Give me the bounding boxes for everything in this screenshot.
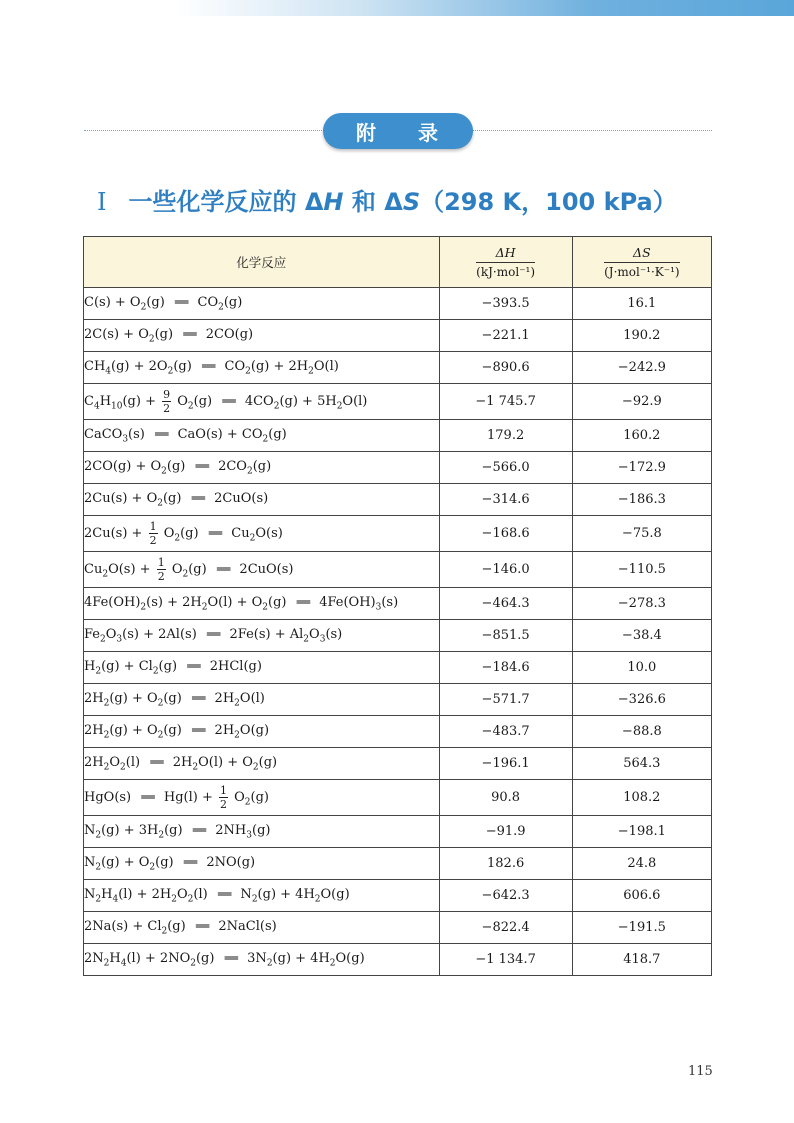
delta-s-cell: 190.2 xyxy=(572,320,711,352)
reaction-cell: $Cu_2O(s)$ + $\frac{1}{2}$ $O_2(g)$ ══ 2CuO(s) xyxy=(84,552,440,588)
table-row xyxy=(84,652,712,684)
delta-s-cell: −278.3 xyxy=(572,588,711,620)
delta-s-cell: −92.9 xyxy=(572,384,711,420)
delta-h-cell: −184.6 xyxy=(439,652,572,684)
delta-h-cell: −146.0 xyxy=(439,552,572,588)
reaction-cell: $2H_2O_2(l)$ ══ $2H_2O(l) + O_2(g)$ xyxy=(84,748,440,780)
table-row xyxy=(84,684,712,716)
reaction-cell: $2Cu(s) + O_2(g)$ ══ 2CuO(s) xyxy=(84,484,440,516)
delta-s-cell: −75.8 xyxy=(572,516,711,552)
reaction-cell: $4Fe(OH)_2(s) + 2H_2O(l) + O_2(g)$ ══ $4Fe(OH)_3(s)$ xyxy=(84,588,440,620)
appendix-heading-char-2: 录 xyxy=(418,120,440,145)
table-row xyxy=(84,484,712,516)
table-row xyxy=(84,780,712,816)
delta-s-cell: −198.1 xyxy=(572,816,711,848)
reaction-cell: 2Cu(s) + $\frac{1}{2}$ $O_2(g)$ ══ $Cu_2O(s)$ xyxy=(84,516,440,552)
delta-h-cell: −221.1 xyxy=(439,320,572,352)
table-row xyxy=(84,748,712,780)
delta-h-cell: −91.9 xyxy=(439,816,572,848)
reaction-cell: $2C(s) + O_2(g)$ ══ 2CO(g) xyxy=(84,320,440,352)
table-row xyxy=(84,516,712,552)
reaction-thermo-table xyxy=(83,236,712,976)
table-row xyxy=(84,816,712,848)
delta-h-cell: −890.6 xyxy=(439,352,572,384)
header-delta-s xyxy=(572,237,711,288)
reaction-cell: $N_2H_4(l) + 2H_2O_2(l)$ ══ $N_2(g) + 4H_2O(g)$ xyxy=(84,880,440,912)
delta-s-cell: −242.9 xyxy=(572,352,711,384)
appendix-heading-char-1: 附 xyxy=(356,120,378,145)
reaction-cell: $H_2(g) + Cl_2(g)$ ══ 2HCl(g) xyxy=(84,652,440,684)
header-delta-s-unit: (J·mol⁻¹·K⁻¹) xyxy=(604,265,680,279)
table-row xyxy=(84,944,712,976)
reaction-cell: $C(s) + O_2(g)$ ══ $CO_2(g)$ xyxy=(84,288,440,320)
delta-s-cell: 108.2 xyxy=(572,780,711,816)
header-delta-h-unit: (kJ·mol⁻¹) xyxy=(476,265,536,279)
delta-h-cell: −566.0 xyxy=(439,452,572,484)
delta-s-cell: −110.5 xyxy=(572,552,711,588)
delta-h-cell: 90.8 xyxy=(439,780,572,816)
table-row xyxy=(84,320,712,352)
section-numeral: Ⅰ xyxy=(97,188,107,216)
reaction-cell: $Fe_2O_3(s) + 2Al(s)$ ══ $2Fe(s) + Al_2O_3(s)$ xyxy=(84,620,440,652)
delta-h-cell: 179.2 xyxy=(439,420,572,452)
delta-h-cell: 182.6 xyxy=(439,848,572,880)
delta-s-cell: −38.4 xyxy=(572,620,711,652)
table-row xyxy=(84,588,712,620)
delta-s-cell: 160.2 xyxy=(572,420,711,452)
header-delta-h-symbol: ΔH xyxy=(476,245,535,263)
reaction-cell: $N_2(g) + O_2(g)$ ══ 2NO(g) xyxy=(84,848,440,880)
table-row xyxy=(84,848,712,880)
top-decorative-bar xyxy=(0,0,794,16)
section-title-h: H xyxy=(323,188,344,216)
section-title-part-3: 和 Δ xyxy=(343,188,403,216)
header-delta-h xyxy=(439,237,572,288)
reaction-cell: $2N_2H_4(l) + 2NO_2(g)$ ══ $3N_2(g) + 4H_2O(g)$ xyxy=(84,944,440,976)
reaction-cell: $2H_2(g) + O_2(g)$ ══ $2H_2O(g)$ xyxy=(84,716,440,748)
delta-s-cell: −88.8 xyxy=(572,716,711,748)
delta-h-cell: −1 134.7 xyxy=(439,944,572,976)
reaction-cell: $CH_4(g) + 2O_2(g)$ ══ $CO_2(g) + 2H_2O(l)$ xyxy=(84,352,440,384)
delta-s-cell: 418.7 xyxy=(572,944,711,976)
appendix-divider-right xyxy=(472,130,712,131)
appendix-heading xyxy=(323,113,473,149)
reaction-cell: $C_4H_{10}(g)$ + $\frac{9}{2}$ $O_2(g)$ ══ $4CO_2(g) + 5H_2O(l)$ xyxy=(84,384,440,420)
table-row xyxy=(84,420,712,452)
delta-h-cell: −483.7 xyxy=(439,716,572,748)
table-row xyxy=(84,288,712,320)
delta-h-cell: −168.6 xyxy=(439,516,572,552)
delta-s-cell: 24.8 xyxy=(572,848,711,880)
delta-s-cell: 564.3 xyxy=(572,748,711,780)
section-title-s: S xyxy=(402,188,421,216)
delta-s-cell: −186.3 xyxy=(572,484,711,516)
table-body xyxy=(84,288,712,976)
table-row xyxy=(84,384,712,420)
delta-s-cell: 10.0 xyxy=(572,652,711,684)
delta-h-cell: −393.5 xyxy=(439,288,572,320)
delta-h-cell: −571.7 xyxy=(439,684,572,716)
table-row xyxy=(84,352,712,384)
delta-h-cell: −314.6 xyxy=(439,484,572,516)
header-delta-s-symbol: ΔS xyxy=(604,245,680,263)
delta-h-cell: −1 745.7 xyxy=(439,384,572,420)
table-row xyxy=(84,620,712,652)
delta-h-cell: −851.5 xyxy=(439,620,572,652)
delta-h-cell: −196.1 xyxy=(439,748,572,780)
delta-h-cell: −642.3 xyxy=(439,880,572,912)
table-row xyxy=(84,452,712,484)
delta-h-cell: −822.4 xyxy=(439,912,572,944)
table-row xyxy=(84,716,712,748)
delta-s-cell: 606.6 xyxy=(572,880,711,912)
table-header-row xyxy=(84,237,712,288)
appendix-divider-left xyxy=(84,130,324,131)
table-row xyxy=(84,880,712,912)
section-title-part-5: （298 K，100 kPa） xyxy=(420,188,677,216)
delta-s-cell: −191.5 xyxy=(572,912,711,944)
header-reaction: 化学反应 xyxy=(84,237,440,288)
table-row xyxy=(84,912,712,944)
reaction-cell: $2CO(g) + O_2(g)$ ══ $2CO_2(g)$ xyxy=(84,452,440,484)
delta-s-cell: −326.6 xyxy=(572,684,711,716)
section-title xyxy=(97,182,677,217)
delta-h-cell: −464.3 xyxy=(439,588,572,620)
reaction-cell: $2Na(s) + Cl_2(g)$ ══ 2NaCl(s) xyxy=(84,912,440,944)
delta-s-cell: −172.9 xyxy=(572,452,711,484)
delta-s-cell: 16.1 xyxy=(572,288,711,320)
section-title-part-1: 一些化学反应的 Δ xyxy=(128,188,324,216)
page-number: 115 xyxy=(688,1064,713,1079)
reaction-cell: HgO(s) ══ Hg(l) + $\frac{1}{2}$ $O_2(g)$ xyxy=(84,780,440,816)
reaction-cell: $N_2(g) + 3H_2(g)$ ══ $2NH_3(g)$ xyxy=(84,816,440,848)
table-row xyxy=(84,552,712,588)
reaction-cell: $2H_2(g) + O_2(g)$ ══ $2H_2O(l)$ xyxy=(84,684,440,716)
reaction-cell: CaCO$_3$(s) ══ $CaO(s) + CO_2(g)$ xyxy=(84,420,440,452)
